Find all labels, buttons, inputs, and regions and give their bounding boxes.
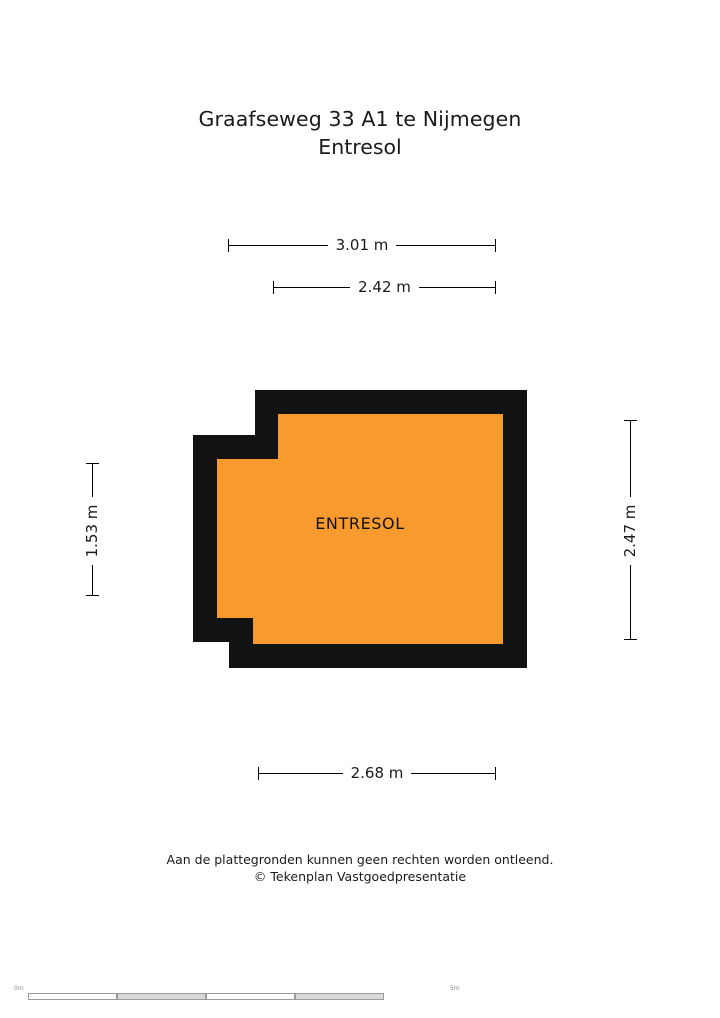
scale-bar-end-label: 5m: [450, 985, 460, 992]
dimension-tick: [624, 639, 637, 640]
scale-bar: [14, 985, 466, 1003]
dimension-left-label: 1.53 m: [83, 497, 101, 566]
copyright-text: © Tekenplan Vastgoedpresentatie: [253, 869, 467, 884]
scale-bar-segment: [206, 993, 295, 1000]
dimension-tick: [86, 463, 99, 464]
dimension-top-outer-label: 3.01 m: [328, 236, 397, 254]
scale-bar-segment: [28, 993, 117, 1000]
page-subtitle: Entresol: [318, 135, 402, 159]
scale-bar-segment: [295, 993, 384, 1000]
footer: [0, 851, 720, 885]
dimension-tick: [86, 595, 99, 596]
scale-bar-segment: [117, 993, 206, 1000]
dimension-tick: [624, 420, 637, 421]
title-block: [0, 105, 720, 161]
room-label: ENTRESOL: [315, 514, 405, 533]
floorplan: [193, 390, 527, 668]
dimension-right-label: 2.47 m: [621, 497, 639, 566]
scale-bar-start-label: 0m: [14, 985, 24, 992]
dimension-bottom-label: 2.68 m: [343, 764, 412, 782]
page-title: Graafseweg 33 A1 te Nijmegen: [198, 107, 522, 131]
disclaimer-text: Aan de plattegronden kunnen geen rechten worden ontleend.: [166, 852, 554, 867]
dimension-top-inner-label: 2.42 m: [350, 278, 419, 296]
